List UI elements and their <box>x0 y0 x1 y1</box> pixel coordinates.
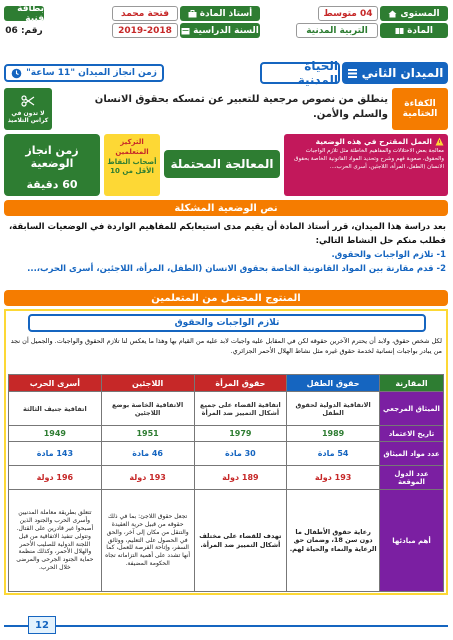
table-header: اللاجئين <box>101 375 194 392</box>
teacher-label: أستاذ المادة <box>180 6 260 21</box>
card-number: رقم: 06 <box>4 23 44 38</box>
no-copy-note: لا تدون في كراس التلاميذ <box>4 88 52 130</box>
table-header: حقوق الطفل <box>287 375 380 392</box>
table-cell: 54 مادة <box>287 442 380 466</box>
home-icon <box>388 10 397 18</box>
table-cell: 1949 <box>9 426 102 442</box>
stack-icon <box>347 68 358 79</box>
table-cell: الاتفاقية الدولية لحقوق الطفل <box>287 392 380 426</box>
rights-title: تلازم الواجبات والحقوق <box>28 314 426 332</box>
table-cell: 193 دولة <box>101 466 194 490</box>
competency-label: الكفاءة الختامية <box>392 88 448 130</box>
processing-title: المعالجة المحتملة <box>164 150 280 178</box>
level-value: 04 متوسط <box>318 6 378 21</box>
teacher-value: فتحة محمد <box>112 6 178 21</box>
problem-intro: بعد دراسة هذا الميدان، قرر أستاذ المادة أن يقيم مدى استيعابكم للمفاهيم الواردة في الوضعيات السابقة، فطلب منكم حل النشاط التالي: <box>8 222 446 247</box>
table-cell: 143 مادة <box>9 442 102 466</box>
table-row <box>9 442 444 466</box>
problem-item-2: 2- قدم مقارنة بين المواد القانونية الخاصة بحقوق الانسان (الطفل، المرأة، اللاجئين، أسرى الحرب،... <box>27 264 446 275</box>
row-label: عدد مواد الميثاق <box>380 442 444 466</box>
subject-title: الحياة المدنية <box>260 62 340 84</box>
table-cell: 30 مادة <box>194 442 287 466</box>
table-cell: 189 دولة <box>194 466 287 490</box>
table-row <box>9 466 444 490</box>
year-value: 2019-2018 <box>112 23 178 38</box>
scissors-icon <box>21 95 35 107</box>
row-label: أهم مبادئها <box>380 490 444 592</box>
comparison-table <box>8 374 444 592</box>
table-cell: 46 مادة <box>101 442 194 466</box>
table-header: المقارنة <box>380 375 444 392</box>
card-label: بطاقة فنية <box>4 6 44 21</box>
focus-label: التركيز المتعلمين <box>115 138 149 156</box>
table-row <box>9 490 444 592</box>
product-title: المنتوج المحتمل من المتعلمين <box>4 290 448 306</box>
situation-time-box <box>4 134 100 196</box>
problem-title: نص الوضعية المشكلة <box>4 200 448 216</box>
warning-icon <box>435 137 444 146</box>
table-header-row <box>9 375 444 392</box>
table-cell: 193 دولة <box>287 466 380 490</box>
year-label: السنة الدراسية <box>180 23 260 38</box>
table-cell: اتفاقية جنيف الثالثة <box>9 392 102 426</box>
subject-value: التربية المدنية <box>296 23 378 38</box>
table-cell: 1989 <box>287 426 380 442</box>
level-label: المستوى <box>380 6 448 21</box>
proposed-title: العمل المقترح في هذه الوضعية <box>288 137 444 146</box>
table-row <box>9 392 444 426</box>
subject-label: المادة <box>380 23 448 38</box>
problem-text <box>6 220 446 282</box>
book-icon <box>395 27 404 35</box>
table-cell: 1979 <box>194 426 287 442</box>
table-cell: رعاية حقوق الأطفال ما دون سن 18، وضمان حق الرعاية والنماء والحياة لهم. <box>287 490 380 592</box>
clock-icon <box>11 68 22 79</box>
situation-time-value: 60 دقيقة <box>26 178 78 191</box>
table-row <box>9 426 444 442</box>
table-cell: تهدف للقضاء على مختلف أشكال التمييز ضد المرأة. <box>194 490 287 592</box>
row-label: عدد الدول الموقعة <box>380 466 444 490</box>
proposed-text: معالجة بعض الاختلالات والمفاهيم الخاطئة مثل تلازم الواجبات والحقوق، صعوبة فهم وشرح وتحديد المواد القانونية الخاصة بحقوق الانسان (الطفل، المرأة، اللاجئين، أسرى الحرب،... <box>294 148 444 170</box>
competency-text: ينطلق من نصوص مرجعية للتعبير عن تمسكه بحقوق الانسان والسلم والأمن. <box>94 94 388 120</box>
table-cell: الاتفاقية الخاصة بوضع اللاجئين <box>101 392 194 426</box>
table-header: أسرى الحرب <box>9 375 102 392</box>
row-label: الميثاق المرجعي <box>380 392 444 426</box>
field-title: الميدان الثاني <box>342 62 448 84</box>
proposed-box <box>284 134 448 196</box>
calendar-icon <box>181 27 190 35</box>
row-label: تاريخ الاعتماد <box>380 426 444 442</box>
page-number: 12 <box>28 616 56 634</box>
table-cell: تجعل حقوق اللاجئ: بما في ذلك حقوقه من قبيل حرية العقيدة والتنقل من مكان إلى آخر، والحق في الحصول على التعليم، ووثائق السفر، وإتاحة الفرصة للعمل، كما أنها تشدد على أهمية التزاماته تجاه الحكومة المضيفة. <box>101 490 194 592</box>
situation-time-label: زمن انجاز الوضعية <box>25 144 79 170</box>
table-cell: 1951 <box>101 426 194 442</box>
table-cell: اتفاقية القضاء على جميع أشكال التمييز ضد المرأة <box>194 392 287 426</box>
footer-line <box>4 625 448 627</box>
table-header: حقوق المرأة <box>194 375 287 392</box>
table-cell: تتعلق بطريقة معاملة المدنيين وأسرى الحرب والجنود الذين أصبحوا غير قادرين على القتال. وتتولى تنفيذ الاتفاقية من قبل اللجنة الدولية للصليب الأحمر والهلال الأحمر، وكذلك منظمة حماية الجنود الجرحى والمرضى خلال الحرب. <box>9 490 102 592</box>
briefcase-icon <box>188 10 197 18</box>
table-cell: 196 دولة <box>9 466 102 490</box>
rights-text: لكل شخص حقوق، ولابد أن يحترم الآخرين حقوقه لكن في المقابل عليه واجبات لابد عليه من القيام بها وهذا ما يعكس لنا تلازم الحقوق والواجبات. والجميل أن نجد من يبادر بواجبات إنسانية لخدمة حقوق غيره مثل نشاط الهلال الأحمر الجزائري. <box>10 337 442 356</box>
focus-sub: أصحاب النقاط الأقل من 10 <box>107 157 157 176</box>
focus-box <box>104 134 160 196</box>
problem-item-1: 1- تلازم الواجبات والحقوق. <box>331 250 446 261</box>
field-time-banner: زمن انجاز الميدان "11 ساعة" <box>4 64 164 82</box>
